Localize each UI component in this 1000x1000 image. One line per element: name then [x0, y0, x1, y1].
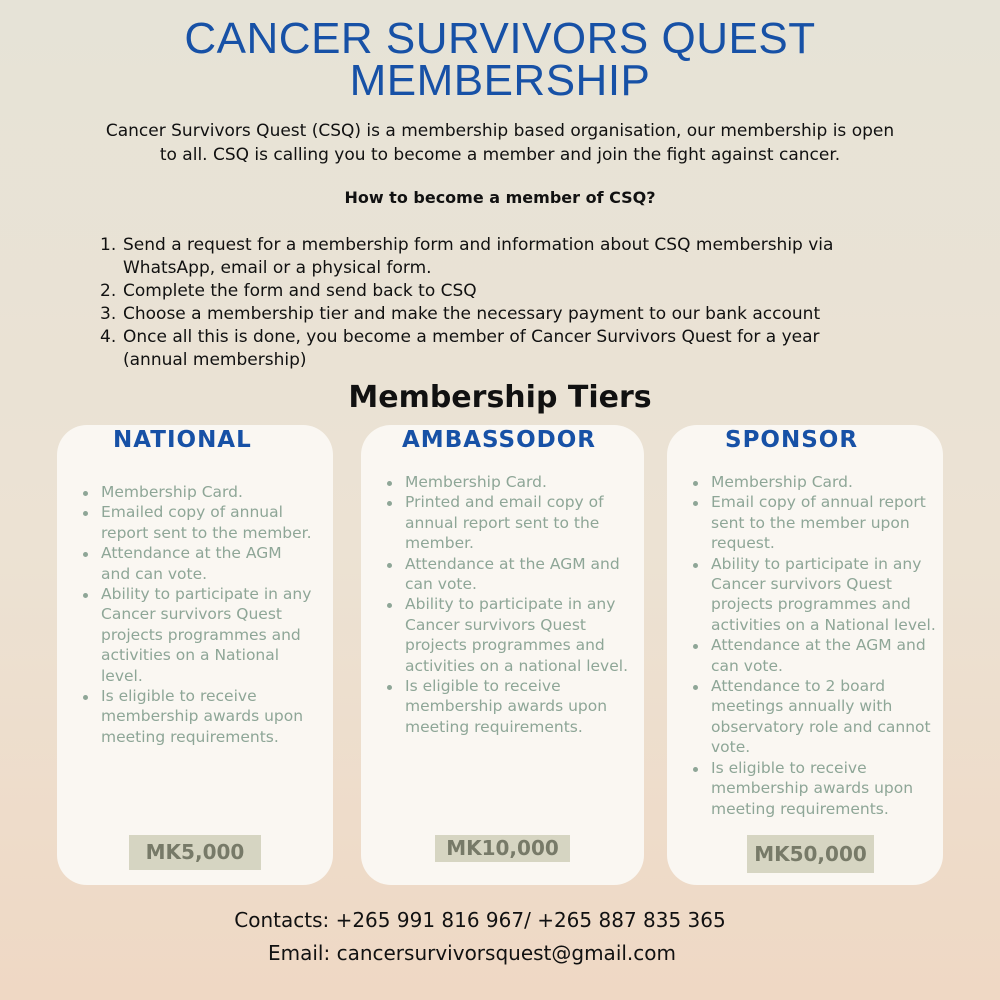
benefit-line: Attendance at the AGM and — [711, 636, 926, 655]
benefit-line: Attendance to 2 board — [711, 677, 886, 696]
step-text: Choose a membership tier and make the necessary payment to our bank account — [123, 304, 821, 324]
benefit-item — [383, 676, 628, 737]
step-item — [100, 280, 900, 303]
step-text: Complete the form and send back to CSQ — [123, 281, 477, 301]
step-number: 2. — [100, 281, 117, 301]
benefit-item — [689, 676, 936, 758]
step-item — [100, 303, 900, 326]
benefit-item — [689, 492, 936, 553]
step-item — [100, 326, 900, 372]
benefit-line: Membership Card. — [405, 473, 547, 491]
step-number: 4. — [100, 327, 117, 347]
benefit-item — [689, 472, 936, 492]
benefit-line: meeting requirements. — [101, 727, 279, 746]
step-number: 3. — [100, 304, 117, 324]
benefit-line: can vote. — [405, 575, 477, 594]
tier-card-ambassodor — [361, 425, 644, 885]
benefit-line: Cancer survivors Quest — [101, 605, 282, 624]
benefit-line: membership awards upon — [711, 779, 914, 798]
step-text — [123, 326, 820, 372]
step-number: 1. — [100, 235, 117, 255]
tier-title: NATIONAL — [113, 427, 252, 453]
tier-title: SPONSOR — [725, 427, 859, 453]
benefit-line: activities on a National level. — [711, 615, 936, 634]
benefit-line: Ability to participate in any — [405, 595, 616, 614]
contact-email: Email: cancersurvivorsquest@gmail.com — [267, 941, 677, 965]
step-text — [123, 234, 833, 280]
benefit-item — [689, 758, 936, 819]
benefit-line: Is eligible to receive — [101, 687, 257, 706]
benefit-line: Membership Card. — [711, 473, 853, 491]
intro-line-1: Cancer Survivors Quest (CSQ) is a membership based organisation, our membership is open — [105, 121, 895, 141]
benefit-line: meetings annually with — [711, 697, 893, 716]
benefit-item — [79, 686, 312, 747]
benefit-line: Email copy of annual report — [711, 493, 926, 512]
intro-line-2: to all. CSQ is calling you to become a member and join the fight against cancer. — [159, 145, 841, 165]
benefit-line: Ability to participate in any — [711, 554, 922, 573]
benefit-item — [79, 543, 312, 584]
tier-card-national — [57, 425, 333, 885]
benefit-item — [689, 554, 936, 636]
benefit-line: meeting requirements. — [405, 717, 583, 736]
benefit-line: projects programmes and — [101, 625, 301, 644]
benefit-item — [383, 594, 628, 676]
benefit-line: Is eligible to receive — [405, 677, 561, 696]
benefit-item — [383, 472, 628, 492]
benefit-item — [383, 554, 628, 595]
step-line: (annual membership) — [123, 350, 307, 370]
page-title — [0, 14, 1000, 105]
step-line: Send a request for a membership form and information about CSQ membership via — [123, 235, 834, 255]
benefit-line: membership awards upon — [405, 697, 608, 716]
benefit-line: member. — [405, 534, 474, 553]
benefit-line: request. — [711, 534, 775, 553]
benefit-line: can vote. — [711, 656, 783, 675]
benefit-line: and can vote. — [101, 564, 208, 583]
benefit-line: projects programmes and — [405, 636, 605, 655]
howto-heading: How to become a member of CSQ? — [344, 188, 656, 207]
benefit-item — [79, 502, 312, 543]
tier-title: AMBASSODOR — [402, 427, 597, 453]
step-line: Once all this is done, you become a member of Cancer Survivors Quest for a year — [123, 327, 820, 347]
tiers-heading: Membership Tiers — [348, 380, 652, 415]
step-item — [100, 234, 900, 280]
benefit-line: report sent to the member. — [101, 523, 312, 542]
tier-price: MK5,000 — [129, 835, 261, 870]
title-line-2: MEMBERSHIP — [349, 56, 651, 105]
benefit-line: Ability to participate in any — [101, 585, 312, 604]
benefit-line: meeting requirements. — [711, 799, 889, 818]
benefit-line: annual report sent to the — [405, 513, 600, 532]
benefit-line: Membership Card. — [101, 483, 243, 501]
benefit-line: Attendance at the AGM and — [405, 554, 620, 573]
benefit-line: activities on a National — [101, 646, 280, 665]
intro-paragraph — [70, 119, 930, 167]
tier-card-sponsor — [667, 425, 943, 885]
benefit-list — [79, 482, 312, 747]
benefit-item — [383, 492, 628, 553]
benefit-line: Cancer survivors Quest — [711, 575, 892, 594]
benefit-item — [79, 482, 312, 502]
benefit-line: Cancer survivors Quest — [405, 615, 586, 634]
steps-list — [100, 234, 900, 372]
benefit-line: Printed and email copy of — [405, 493, 604, 512]
contact-phones: Contacts: +265 991 816 967/ +265 887 835 365 — [234, 908, 726, 932]
benefit-line: Attendance at the AGM — [101, 544, 282, 563]
benefit-line: membership awards upon — [101, 707, 304, 726]
benefit-line: observatory role and cannot — [711, 717, 931, 736]
benefit-line: activities on a national level. — [405, 656, 628, 675]
benefit-item — [79, 584, 312, 686]
benefit-line: Is eligible to receive — [711, 758, 867, 777]
title-line-1: CANCER SURVIVORS QUEST — [184, 14, 816, 63]
benefit-line: sent to the member upon — [711, 513, 910, 532]
tier-price: MK10,000 — [435, 835, 570, 862]
benefit-line: vote. — [711, 738, 751, 757]
tier-price: MK50,000 — [747, 835, 874, 873]
step-line: WhatsApp, email or a physical form. — [123, 258, 432, 278]
benefit-line: projects programmes and — [711, 595, 911, 614]
benefit-item — [689, 635, 936, 676]
benefit-line: level. — [101, 666, 143, 685]
benefit-list — [689, 472, 936, 819]
benefit-list — [383, 472, 628, 737]
benefit-line: Emailed copy of annual — [101, 503, 283, 522]
